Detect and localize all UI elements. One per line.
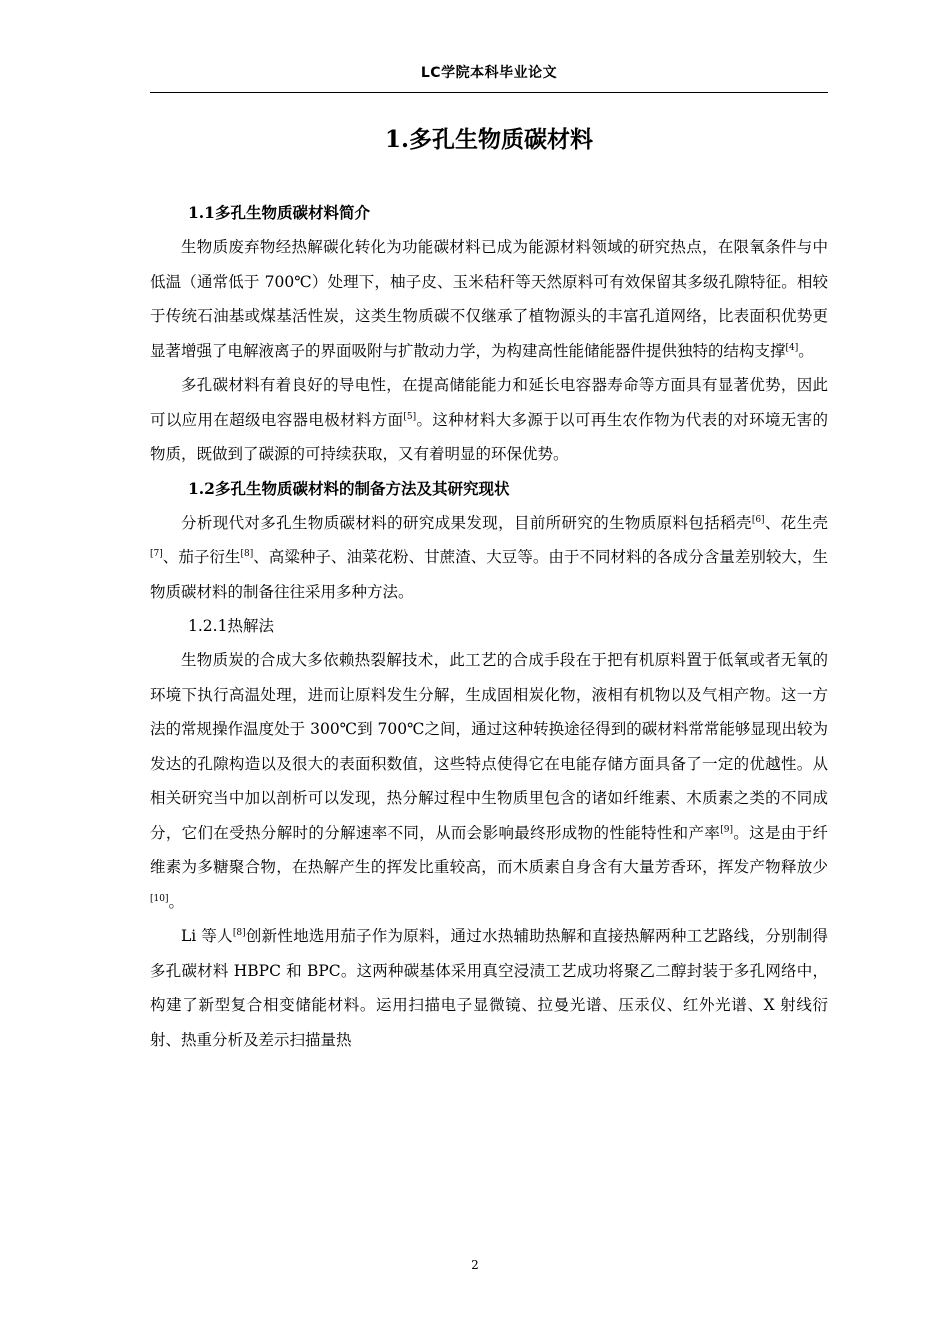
citation: [5] — [403, 411, 417, 422]
citation: [6] — [751, 514, 765, 525]
citation: [10] — [150, 893, 169, 904]
paragraph: 生物质炭的合成大多依赖热裂解技术，此工艺的合成手段在于把有机原料置于低氧或者无氧的环境下执行高温处理，进而让原料发生分解，生成固相炭化物，液相有机物以及气相产物。这一方法的常规操作温度处于 300℃到 700℃之间，通过这种转换途径得到的碳材料常常能够显现出较为发达的孔隙构造以及很大的表面积数值，这些特点使得它在电能存储方面具备了一定的优越性。从相关研究当中加以剖析可以发现，热分解过程中生物质里包含的诸如纤维素、木质素之类的不同成分，它们在受热分解时的分解速率不同，从而会影响最终形成物的性能特性和产率[9]。这是由于纤维素为多糖聚合物，在热解产生的挥发比重较高，而木质素自身含有大量芳香环，挥发产物释放少[10]。 — [150, 651, 828, 911]
paragraph: Li 等人[8]创新性地选用茄子作为原料，通过水热辅助热解和直接热解两种工艺路线，分别制得多孔碳材料 HBPC 和 BPC。这两种碳基体采用真空浸渍工艺成功将聚乙二醇封装于多孔网络中，构建了新型复合相变储能材料。运用扫描电子显微镜、拉曼光谱、压汞仪、红外光谱、X 射线衍射、热重分析及差示扫描量热 — [150, 927, 828, 1049]
paragraph: 生物质废弃物经热解碳化转化为功能碳材料已成为能源材料领域的研究热点，在限氧条件与中低温（通常低于 700℃）处理下，柚子皮、玉米秸秆等天然原料可有效保留其多级孔隙特征。相较于传统石油基或煤基活性炭，这类生物质碳不仅继承了植物源头的丰富孔道网络，比表面积优势更显著增强了电解液离子的界面吸附与扩散动力学，为构建高性能储能器件提供独特的结构支撑[4]。 — [150, 238, 828, 360]
running-header: LC学院本科毕业论文 — [420, 65, 558, 81]
subsection-heading-1-2-1: 1.2.1热解法 — [188, 617, 274, 635]
paragraph: 多孔碳材料有着良好的导电性，在提高储能能力和延长电容器寿命等方面具有显著优势，因此可以应用在超级电容器电极材料方面[5]。这种材料大多源于以可再生农作物为代表的对环境无害的物质，既做到了碳源的可持续获取，又有着明显的环保优势。 — [150, 376, 828, 463]
paragraph: 分析现代对多孔生物质碳材料的研究成果发现，目前所研究的生物质原料包括稻壳[6]、花生壳[7]、茄子衍生[8]、高粱种子、油菜花粉、甘蔗渣、大豆等。由于不同材料的各成分含量差别较大，生物质碳材料的制备往往采用多种方法。 — [150, 513, 828, 601]
citation: [8] — [240, 548, 254, 559]
page-body — [150, 118, 828, 1057]
citation: [9] — [720, 824, 733, 835]
citation: [4] — [785, 342, 799, 353]
section-heading-1-1: 1.1多孔生物质碳材料简介 — [188, 203, 370, 222]
section-heading-1-2: 1.2多孔生物质碳材料的制备方法及其研究现状 — [188, 478, 510, 498]
header-rule — [150, 92, 828, 93]
citation: [7] — [150, 548, 163, 559]
citation: [8] — [232, 927, 246, 938]
page-number: 2 — [471, 1258, 479, 1272]
chapter-title: 1.多孔生物质碳材料 — [384, 126, 593, 153]
